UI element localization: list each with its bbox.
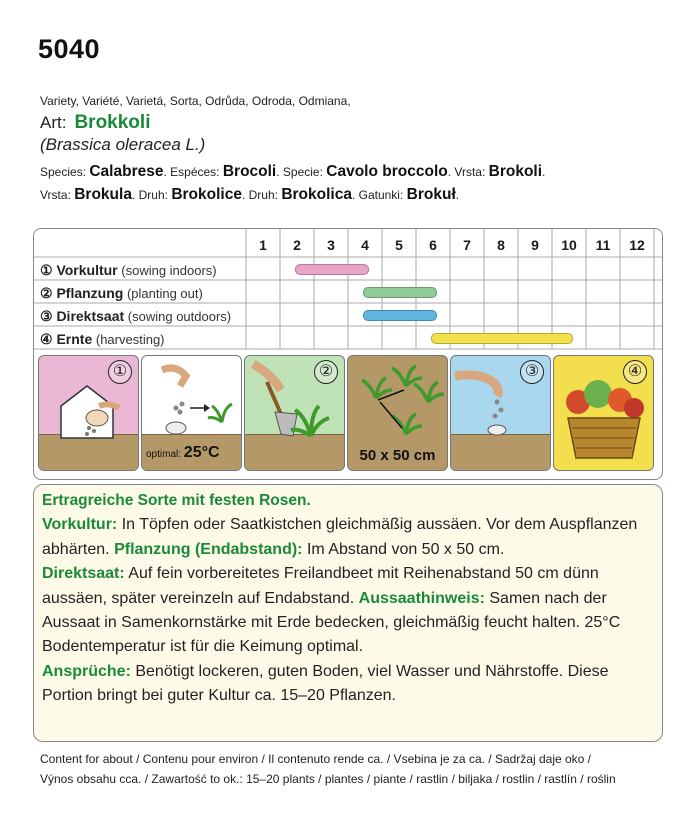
species-label: . Gatunki: xyxy=(351,188,407,202)
species-label: . xyxy=(542,165,546,179)
pictogram-sowing-indoors: ① xyxy=(38,355,139,471)
species-name: Calabrese xyxy=(89,163,164,180)
month-label: 1 xyxy=(259,237,267,253)
row-label-pflanzung: ② Pflanzung (planting out) xyxy=(40,285,203,301)
species-line-1 xyxy=(40,163,545,181)
row-label-vorkultur: ① Vorkultur (sowing indoors) xyxy=(40,262,217,278)
content-footer-2: Výnos obsahu cca. / Zawartość to ok.: 15–20 plants / plantes / piante / rastlin / biljaka / rostlin / rastlín / roślin xyxy=(40,772,616,786)
species-name: Brokuł xyxy=(406,186,456,203)
month-label: 6 xyxy=(429,237,437,253)
month-label: 3 xyxy=(327,237,335,253)
species-name: Brokula xyxy=(74,186,132,203)
vorkultur-heading: Vorkultur: xyxy=(42,516,118,534)
species-name: Brokoli xyxy=(488,163,543,180)
sowing-calendar xyxy=(33,228,663,480)
species-label: . Druh: xyxy=(131,188,172,202)
variety-languages: Variety, Variété, Varietá, Sorta, Odrůda, Odroda, Odmiana, xyxy=(40,94,351,108)
period-bar xyxy=(363,287,436,298)
species-label: . xyxy=(455,188,460,202)
species-line-2 xyxy=(40,186,459,204)
ansprueche-text: Benötigt lockeren, guten Boden, viel Wasser und Nährstoffe. Diese Portion bringt bei guter Kultur ca. 15–20 Pflanzen. xyxy=(42,662,609,705)
species-name: Brokolice xyxy=(171,186,242,203)
month-label: 12 xyxy=(629,237,645,253)
row-label-direktsaat: ③ Direktsaat (sowing outdoors) xyxy=(40,308,232,324)
art-line xyxy=(40,112,150,134)
species-name: Brocoli xyxy=(222,163,277,180)
optimal-label: optimal: xyxy=(146,449,182,460)
info-text xyxy=(42,513,654,562)
month-label: 10 xyxy=(561,237,577,253)
species-label: . Espéces: xyxy=(163,165,223,179)
species-label: Species: xyxy=(40,165,90,179)
ansprueche-heading: Ansprüche: xyxy=(42,662,131,680)
direktsaat-heading: Direktsaat: xyxy=(42,565,125,583)
aussaat-text: Samen nach der Aussaat in Samenkornstärke mit Erde bedecken, gleichmäßig feucht halten. 25°C Bodentemperatur ist für die Keimung optimal. xyxy=(42,589,621,656)
content-footer-1: Content for about / Contenu pour environ / Il contenuto rende ca. / Vsebina je za ca. / Sadržaj daje oko / xyxy=(40,752,592,766)
species-label: . Druh: xyxy=(241,188,282,202)
period-bar xyxy=(431,333,572,344)
month-label: 5 xyxy=(395,237,403,253)
month-label: 4 xyxy=(361,237,369,253)
latin-name: (Brassica oleracea L.) xyxy=(40,135,206,154)
month-label: 2 xyxy=(293,237,301,253)
pictogram-harvest: ④ xyxy=(553,355,654,471)
info-box xyxy=(33,484,663,742)
month-label: 8 xyxy=(497,237,505,253)
pictogram-spacing: 50 x 50 cm xyxy=(347,355,448,471)
intro-heading: Ertragreiche Sorte mit festen Rosen. xyxy=(42,492,311,509)
species-name: Brokolica xyxy=(281,186,352,203)
period-bar xyxy=(295,264,368,275)
pictogram-germination xyxy=(141,355,242,471)
pictogram-strip xyxy=(38,355,658,471)
month-label: 11 xyxy=(595,237,611,253)
pflanzung-heading: Pflanzung (Endabstand): xyxy=(114,540,303,558)
aussaat-heading: Aussaathinweis: xyxy=(358,589,485,607)
month-label: 9 xyxy=(531,237,539,253)
species-label: Vrsta: xyxy=(40,188,75,202)
species-name: Cavolo broccolo xyxy=(326,163,448,180)
pictogram-planting: ② xyxy=(244,355,345,471)
month-label: 7 xyxy=(463,237,471,253)
pictogram-direct-sowing: ③ xyxy=(450,355,551,471)
optimal-temperature: 25°C xyxy=(183,444,220,461)
period-bar xyxy=(363,310,436,321)
row-label-ernte: ④ Ernte (harvesting) xyxy=(40,331,165,347)
variety-code: 5040 xyxy=(38,34,101,64)
species-label: . Vrsta: xyxy=(447,165,489,179)
direktsaat-text: Auf fein vorbereitetes Freilandbeet mit Reihenabstand 50 cm dünn aussäen, später vereinzeln auf Endabstand. xyxy=(42,565,599,607)
art-name: Brokkoli xyxy=(74,112,151,133)
info-text xyxy=(42,660,654,709)
pflanzung-text: Im Abstand von 50 x 50 cm. xyxy=(302,540,505,558)
vorkultur-text: In Töpfen oder Saatkistchen gleichmäßig aussäen. Vor dem Auspflanzen abhärten. xyxy=(42,516,638,558)
species-label: . Specie: xyxy=(276,165,327,179)
art-label: Art: xyxy=(40,113,67,132)
info-text xyxy=(42,562,654,660)
